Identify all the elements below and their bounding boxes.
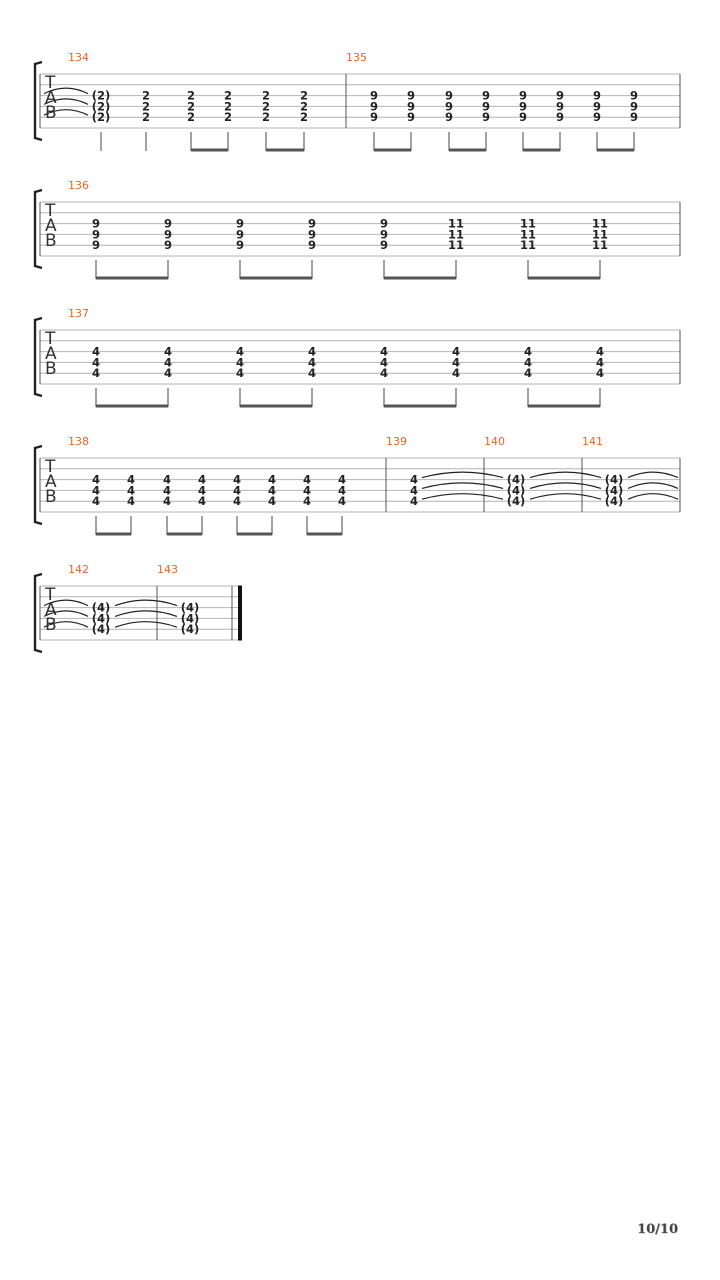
fret-number: 9 bbox=[481, 99, 491, 114]
fret-number: (4) bbox=[506, 483, 526, 498]
fret-number: 9 bbox=[235, 227, 245, 242]
fret-number: 11 bbox=[447, 238, 465, 253]
tie-arc bbox=[422, 483, 503, 489]
fret-number: 4 bbox=[197, 472, 207, 487]
measure-number: 142 bbox=[68, 563, 89, 576]
fret-number: 9 bbox=[518, 99, 528, 114]
fret-number: 11 bbox=[519, 238, 537, 253]
fret-number: 2 bbox=[299, 110, 309, 125]
fret-number: 9 bbox=[406, 99, 416, 114]
fret-number: 2 bbox=[186, 110, 196, 125]
fret-number: 9 bbox=[379, 227, 389, 242]
fret-number: (4) bbox=[91, 611, 111, 626]
fret-number: 4 bbox=[302, 483, 312, 498]
fret-number: 4 bbox=[451, 355, 461, 370]
fret-number: 4 bbox=[379, 344, 389, 359]
tab-clef-letter: B bbox=[45, 487, 57, 507]
fret-number: (4) bbox=[506, 494, 526, 509]
measure-number: 134 bbox=[68, 51, 89, 64]
fret-number: 4 bbox=[162, 472, 172, 487]
fret-number: 4 bbox=[232, 494, 242, 509]
fret-number: 9 bbox=[444, 88, 454, 103]
fret-number: 4 bbox=[232, 472, 242, 487]
fret-number: 2 bbox=[223, 110, 233, 125]
fret-number: 11 bbox=[591, 238, 609, 253]
fret-number: 9 bbox=[629, 99, 639, 114]
fret-number: 9 bbox=[379, 216, 389, 231]
fret-number: (4) bbox=[180, 611, 200, 626]
measure-number: 138 bbox=[68, 435, 89, 448]
fret-number: 9 bbox=[307, 238, 317, 253]
tie-arc bbox=[115, 622, 177, 628]
fret-number: 4 bbox=[523, 344, 533, 359]
fret-number: 9 bbox=[592, 99, 602, 114]
fret-number: 2 bbox=[141, 99, 151, 114]
measure-number: 135 bbox=[346, 51, 367, 64]
fret-number: 9 bbox=[307, 227, 317, 242]
fret-number: 9 bbox=[481, 110, 491, 125]
measure-number: 141 bbox=[582, 435, 603, 448]
fret-number: 11 bbox=[519, 216, 537, 231]
fret-number: 4 bbox=[126, 472, 136, 487]
tab-clef-letter: T bbox=[45, 329, 56, 349]
fret-number: 9 bbox=[379, 238, 389, 253]
fret-number: 4 bbox=[126, 483, 136, 498]
measure-number: 137 bbox=[68, 307, 89, 320]
fret-number: 4 bbox=[409, 494, 419, 509]
fret-number: 4 bbox=[163, 366, 173, 381]
fret-number: 4 bbox=[595, 366, 605, 381]
fret-number: 9 bbox=[406, 88, 416, 103]
fret-number: 4 bbox=[307, 344, 317, 359]
fret-number: 2 bbox=[186, 99, 196, 114]
tie-arc bbox=[530, 483, 601, 489]
fret-number: (4) bbox=[506, 472, 526, 487]
fret-number: 4 bbox=[302, 494, 312, 509]
fret-number: 4 bbox=[91, 494, 101, 509]
fret-number: 9 bbox=[444, 99, 454, 114]
fret-number: 2 bbox=[186, 88, 196, 103]
fret-number: 4 bbox=[267, 494, 277, 509]
fret-number: 4 bbox=[337, 483, 347, 498]
fret-number: (2) bbox=[91, 88, 111, 103]
tab-clef-letter: A bbox=[45, 600, 57, 620]
fret-number: 4 bbox=[126, 494, 136, 509]
fret-number: 11 bbox=[591, 216, 609, 231]
fret-number: 4 bbox=[451, 366, 461, 381]
fret-number: 9 bbox=[629, 110, 639, 125]
tie-arc bbox=[422, 494, 503, 500]
fret-number: (4) bbox=[180, 600, 200, 615]
fret-number: 4 bbox=[595, 355, 605, 370]
tie-arc bbox=[115, 600, 177, 606]
measure-number: 139 bbox=[386, 435, 407, 448]
fret-number: 4 bbox=[235, 344, 245, 359]
measure-number: 136 bbox=[68, 179, 89, 192]
fret-number: 9 bbox=[307, 216, 317, 231]
fret-number: (2) bbox=[91, 99, 111, 114]
fret-number: 4 bbox=[91, 344, 101, 359]
tab-clef-letter: B bbox=[45, 615, 57, 635]
fret-number: 9 bbox=[555, 88, 565, 103]
tab-clef-letter: B bbox=[45, 103, 57, 123]
fret-number: 9 bbox=[235, 238, 245, 253]
fret-number: 2 bbox=[261, 110, 271, 125]
fret-number: 2 bbox=[141, 110, 151, 125]
fret-number: 4 bbox=[91, 366, 101, 381]
tab-clef-letter: B bbox=[45, 231, 57, 251]
fret-number: 11 bbox=[447, 216, 465, 231]
fret-number: 4 bbox=[163, 344, 173, 359]
fret-number: 4 bbox=[379, 366, 389, 381]
fret-number: 2 bbox=[261, 99, 271, 114]
fret-number: 9 bbox=[91, 216, 101, 231]
fret-number: (4) bbox=[91, 600, 111, 615]
fret-number: 9 bbox=[592, 110, 602, 125]
fret-number: 4 bbox=[235, 355, 245, 370]
fret-number: 4 bbox=[267, 483, 277, 498]
fret-number: 4 bbox=[451, 344, 461, 359]
fret-number: 9 bbox=[406, 110, 416, 125]
measure-number: 140 bbox=[484, 435, 505, 448]
fret-number: 9 bbox=[235, 216, 245, 231]
tab-clef-letter: A bbox=[45, 344, 57, 364]
tab-clef-letter: B bbox=[45, 359, 57, 379]
fret-number: 2 bbox=[299, 88, 309, 103]
fret-number: (4) bbox=[604, 483, 624, 498]
fret-number: 9 bbox=[592, 88, 602, 103]
fret-number: 4 bbox=[163, 355, 173, 370]
fret-number: 4 bbox=[162, 483, 172, 498]
fret-number: 9 bbox=[163, 227, 173, 242]
fret-number: 11 bbox=[591, 227, 609, 242]
fret-number: 4 bbox=[91, 472, 101, 487]
tab-clef-letter: T bbox=[45, 585, 56, 605]
fret-number: 4 bbox=[91, 355, 101, 370]
fret-number: 11 bbox=[519, 227, 537, 242]
fret-number: 9 bbox=[518, 110, 528, 125]
fret-number: 4 bbox=[197, 494, 207, 509]
tie-arc bbox=[115, 611, 177, 617]
fret-number: 4 bbox=[523, 366, 533, 381]
fret-number: (4) bbox=[180, 622, 200, 637]
tab-clef-letter: A bbox=[45, 216, 57, 236]
fret-number: 9 bbox=[369, 88, 379, 103]
tab-clef-letter: A bbox=[45, 472, 57, 492]
tab-clef-letter: T bbox=[45, 457, 56, 477]
fret-number: (2) bbox=[91, 110, 111, 125]
fret-number: 4 bbox=[409, 472, 419, 487]
fret-number: 4 bbox=[232, 483, 242, 498]
tab-clef-letter: T bbox=[45, 73, 56, 93]
fret-number: 4 bbox=[337, 494, 347, 509]
fret-number: 2 bbox=[261, 88, 271, 103]
fret-number: 4 bbox=[409, 483, 419, 498]
fret-number: 2 bbox=[299, 99, 309, 114]
fret-number: 9 bbox=[91, 238, 101, 253]
fret-number: 4 bbox=[235, 366, 245, 381]
fret-number: 4 bbox=[595, 344, 605, 359]
fret-number: 9 bbox=[518, 88, 528, 103]
fret-number: 9 bbox=[481, 88, 491, 103]
fret-number: 9 bbox=[369, 110, 379, 125]
fret-number: 4 bbox=[523, 355, 533, 370]
tie-arc bbox=[628, 494, 678, 500]
fret-number: 2 bbox=[223, 88, 233, 103]
fret-number: 4 bbox=[162, 494, 172, 509]
tie-arc bbox=[628, 483, 678, 489]
fret-number: 4 bbox=[307, 366, 317, 381]
tie-arc bbox=[530, 494, 601, 500]
fret-number: 2 bbox=[141, 88, 151, 103]
fret-number: 4 bbox=[267, 472, 277, 487]
fret-number: 9 bbox=[444, 110, 454, 125]
fret-number: 2 bbox=[223, 99, 233, 114]
fret-number: 4 bbox=[337, 472, 347, 487]
fret-number: 9 bbox=[555, 99, 565, 114]
fret-number: (4) bbox=[91, 622, 111, 637]
tie-arc bbox=[530, 472, 601, 478]
fret-number: 4 bbox=[91, 483, 101, 498]
fret-number: 11 bbox=[447, 227, 465, 242]
fret-number: 4 bbox=[197, 483, 207, 498]
tie-arc bbox=[628, 472, 678, 478]
fret-number: 9 bbox=[369, 99, 379, 114]
fret-number: 9 bbox=[629, 88, 639, 103]
fret-number: (4) bbox=[604, 472, 624, 487]
fret-number: 4 bbox=[302, 472, 312, 487]
fret-number: 4 bbox=[379, 355, 389, 370]
fret-number: 4 bbox=[307, 355, 317, 370]
fret-number: 9 bbox=[555, 110, 565, 125]
fret-number: 9 bbox=[163, 238, 173, 253]
tab-clef-letter: T bbox=[45, 201, 56, 221]
measure-number: 143 bbox=[157, 563, 178, 576]
fret-number: (4) bbox=[604, 494, 624, 509]
page-number: 10/10 bbox=[637, 1222, 678, 1237]
fret-number: 9 bbox=[91, 227, 101, 242]
fret-number: 9 bbox=[163, 216, 173, 231]
tab-clef-letter: A bbox=[45, 88, 57, 108]
tie-arc bbox=[422, 472, 503, 478]
